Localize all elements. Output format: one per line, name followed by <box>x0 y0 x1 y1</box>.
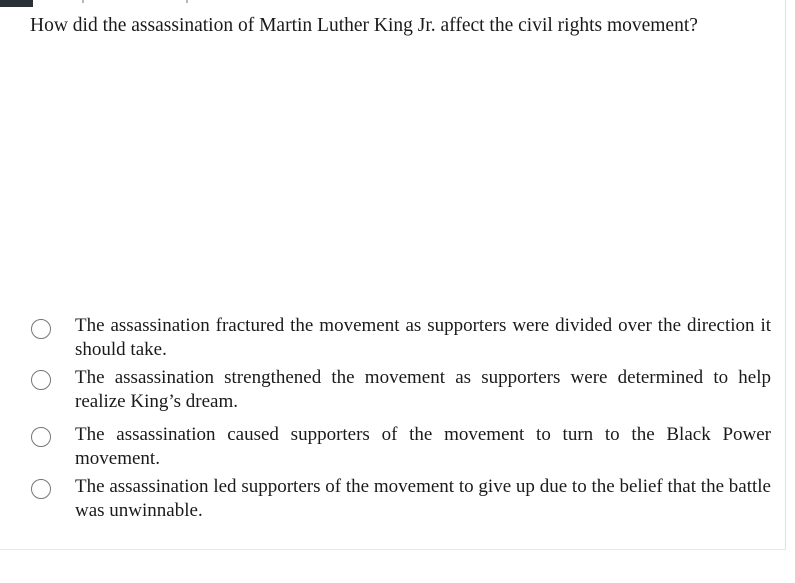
header-mark-left <box>82 0 84 3</box>
answer-choice-d-label: The assassination led supporters of the movement to give up due to the belief that the battle was unwinnable. <box>75 476 771 521</box>
panel-divider <box>0 549 785 550</box>
radio-button-d[interactable] <box>31 479 51 499</box>
answer-choice-b-label: The assassination strengthened the movement as supporters were determined to help realize King’s dream. <box>75 367 771 412</box>
radio-button-b[interactable] <box>31 370 51 390</box>
header-mark-right <box>186 0 188 3</box>
question-text: How did the assassination of Martin Luther King Jr. affect the civil rights movement? <box>30 15 698 36</box>
answer-choice-d[interactable] <box>28 475 778 525</box>
header-tab <box>0 0 33 7</box>
radio-button-a[interactable] <box>31 319 51 339</box>
radio-button-c[interactable] <box>31 427 51 447</box>
answer-choice-a[interactable] <box>28 314 778 364</box>
answer-choice-c-label: The assassination caused supporters of the movement to turn to the Black Power movement. <box>75 424 771 469</box>
panel-border <box>785 0 786 550</box>
answer-choice-c[interactable] <box>28 423 778 473</box>
answer-choice-a-label: The assassination fractured the movement as supporters were divided over the direction it should take. <box>75 315 771 360</box>
answer-choice-b[interactable] <box>28 366 778 416</box>
